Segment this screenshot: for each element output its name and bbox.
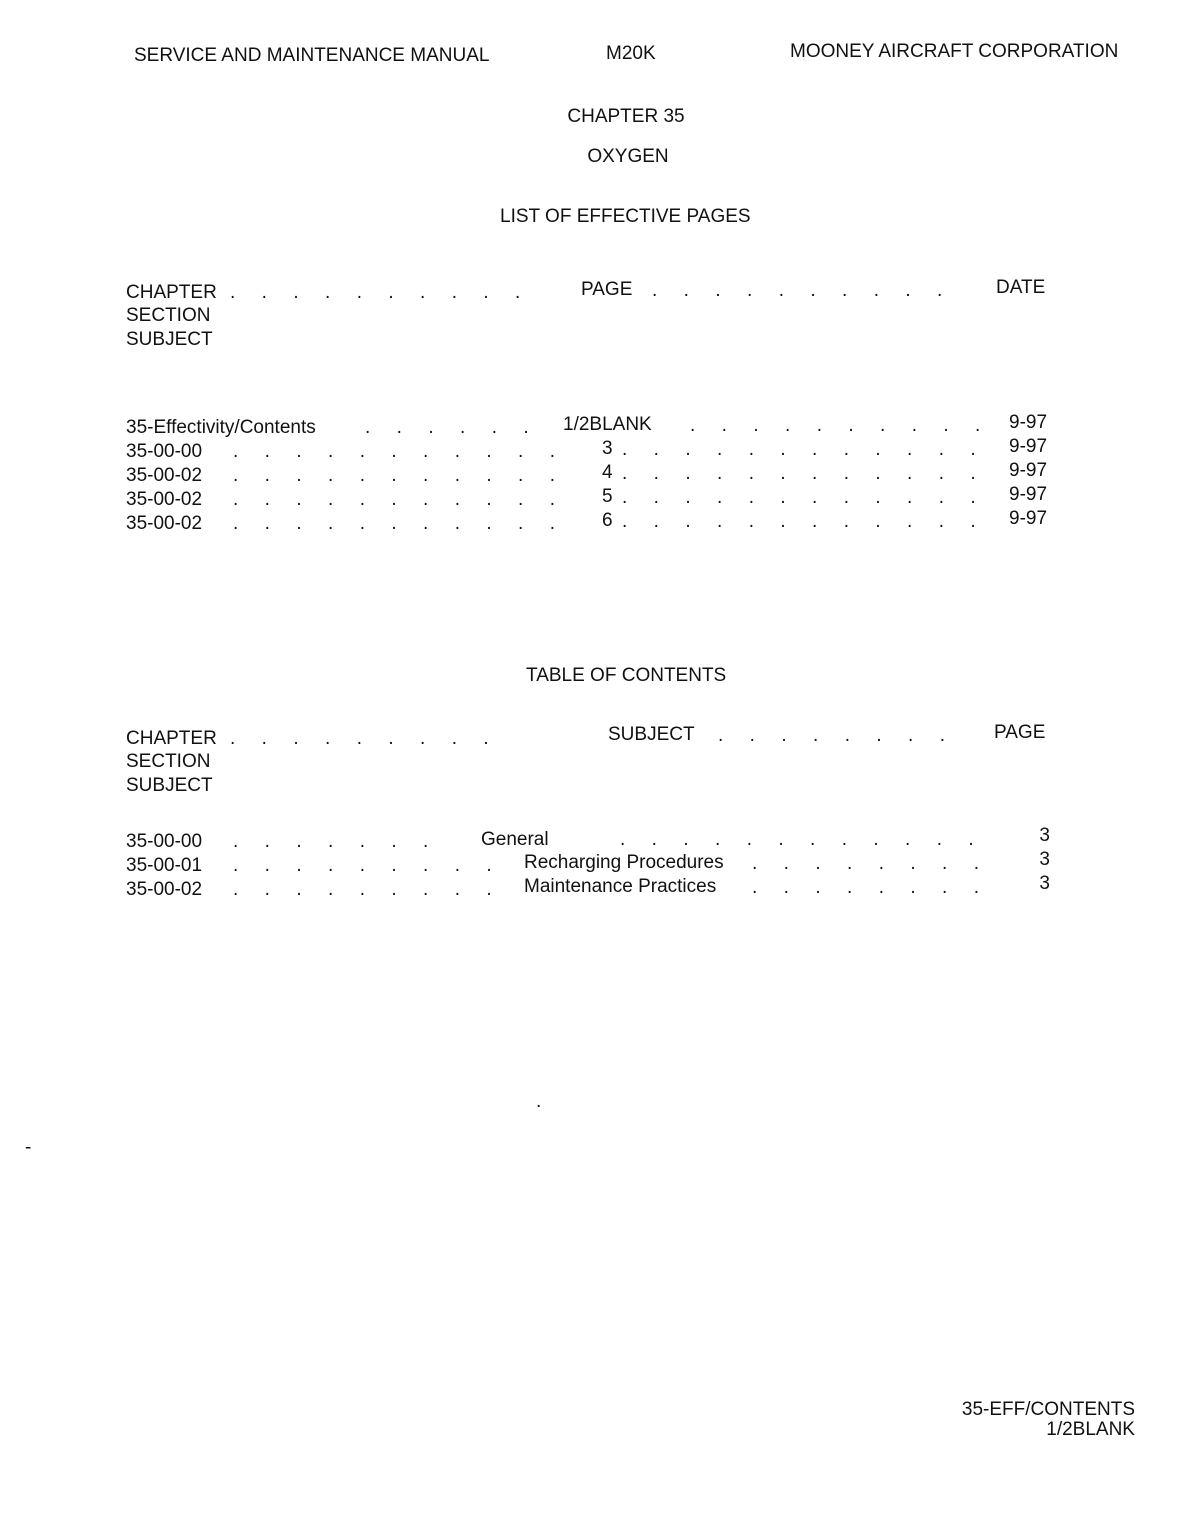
row-chapter: 35-00-02	[126, 465, 203, 486]
col-chapter: CHAPTER	[126, 282, 217, 303]
row-chapter: 35-00-02	[126, 513, 203, 534]
chapter-number: CHAPTER 35	[567, 106, 685, 127]
col-date: DATE	[996, 277, 1046, 298]
row-chapter: 35-00-02	[126, 879, 203, 900]
col-page: PAGE	[581, 279, 633, 300]
row-page: 3	[1039, 825, 1050, 846]
row-page: 6	[602, 510, 613, 531]
col-chapter: CHAPTER	[126, 728, 217, 749]
row-date: 9-97	[1009, 508, 1048, 529]
col-section: SECTION	[126, 305, 211, 326]
chapter-name: OXYGEN	[587, 146, 669, 167]
row-date: 9-97	[1009, 412, 1048, 433]
leader-dots: . . . . . . . . .	[233, 855, 492, 876]
row-page: 1/2BLANK	[563, 414, 652, 435]
row-date: 9-97	[1009, 436, 1048, 457]
footer-section: 35-EFF/CONTENTS	[961, 1399, 1135, 1420]
leader-dots: . . . . . . . . . . . .	[622, 487, 976, 508]
row-page: 3	[1039, 849, 1050, 870]
col-page: PAGE	[994, 722, 1046, 743]
leader-dots: . . . . . . . . . . . .	[622, 439, 976, 460]
leader-dots: . . . . . . . . .	[230, 728, 489, 749]
leader-dots: . . . . . . . . .	[233, 879, 492, 900]
leader-dots: . . . . . . . . . . .	[233, 465, 556, 486]
row-page: 3	[602, 438, 613, 459]
row-chapter: 35-Effectivity/Contents	[126, 417, 316, 438]
row-page: 5	[602, 486, 613, 507]
row-subject: General	[481, 829, 549, 850]
row-chapter: 35-00-00	[126, 441, 203, 462]
leader-dots: . . . . . . . . . .	[230, 282, 521, 303]
leader-dots: . . . . . . . . . .	[690, 415, 981, 436]
col-subject: SUBJECT	[126, 329, 213, 350]
row-subject: Maintenance Practices	[524, 876, 717, 897]
row-page: 3	[1039, 873, 1050, 894]
leader-dots: . . . . . . . . . . . .	[622, 511, 976, 532]
leader-dots: . . . . . . .	[233, 831, 429, 852]
leader-dots: . . . . . .	[365, 417, 529, 438]
header-company: MOONEY AIRCRAFT CORPORATION	[790, 41, 1119, 62]
contents-title: TABLE OF CONTENTS	[526, 665, 727, 686]
leader-dots: . . . . . . . . . . .	[233, 513, 556, 534]
effective-pages-title: LIST OF EFFECTIVE PAGES	[500, 206, 751, 227]
col-subject: SUBJECT	[126, 775, 213, 796]
leader-dots: . . . . . . . . . . . .	[622, 463, 976, 484]
header-manual-title: SERVICE AND MAINTENANCE MANUAL	[134, 45, 490, 66]
row-subject: Recharging Procedures	[524, 852, 724, 873]
row-page: 4	[602, 462, 613, 483]
row-chapter: 35-00-02	[126, 489, 203, 510]
leader-dots: . . . . . . . . . . .	[233, 441, 556, 462]
row-chapter: 35-00-00	[126, 831, 203, 852]
col-subject-title: SUBJECT	[608, 724, 695, 745]
scan-speck: .	[536, 1091, 542, 1112]
header-model: M20K	[606, 43, 656, 64]
leader-dots: . . . . . . . . . . .	[233, 489, 556, 510]
footer-page: 1/2BLANK	[1046, 1419, 1135, 1440]
row-chapter: 35-00-01	[126, 855, 203, 876]
col-section: SECTION	[126, 751, 211, 772]
leader-dots: . . . . . . . .	[718, 725, 945, 746]
row-date: 9-97	[1009, 484, 1048, 505]
row-date: 9-97	[1009, 460, 1048, 481]
leader-dots: . . . . . . . . . .	[652, 280, 943, 301]
leader-dots: . . . . . . . .	[752, 853, 979, 874]
leader-dots: . . . . . . . . . . . .	[620, 829, 974, 850]
scan-speck: -	[25, 1137, 32, 1158]
leader-dots: . . . . . . . .	[752, 877, 979, 898]
